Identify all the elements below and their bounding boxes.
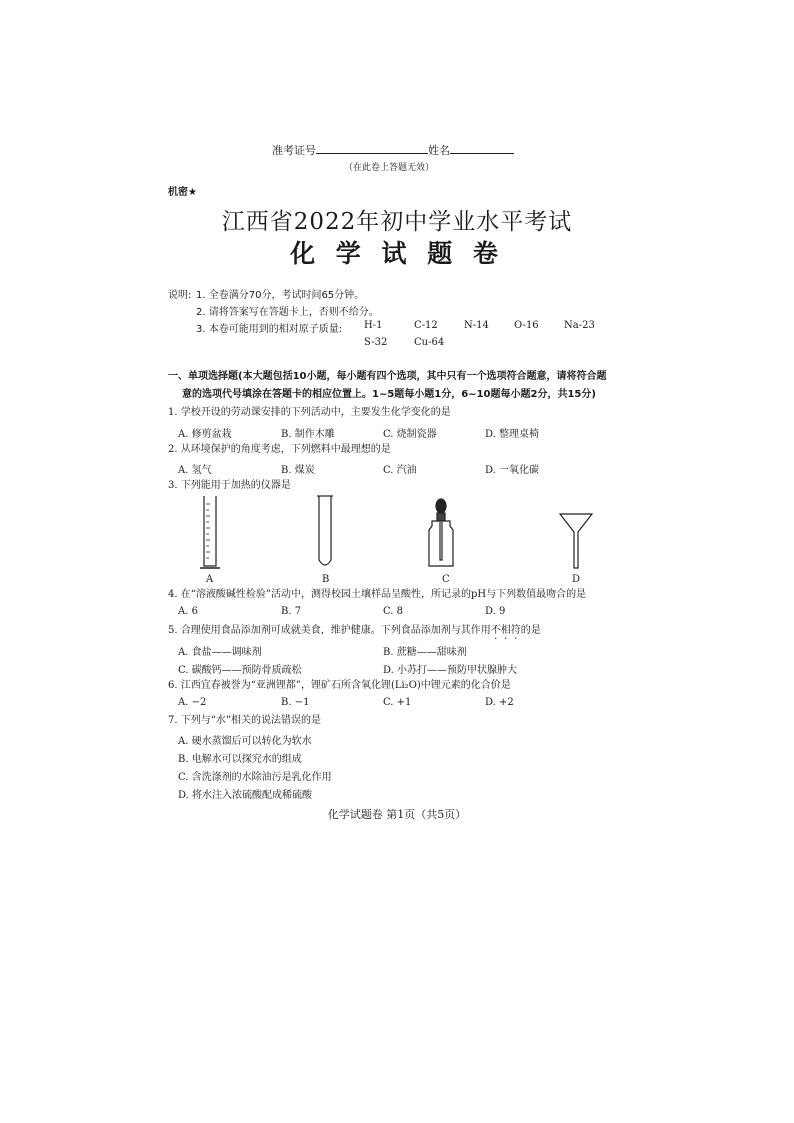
q5-option-b: B. 蔗糖——甜味剂 [383,647,467,658]
q3-option-a: A [206,574,214,585]
question-7-stem: 7. 下列与“水”相关的说法错误的是 [168,715,321,726]
question-5-stem [168,624,541,642]
apparatus-figures [196,494,616,572]
q5-emphasis: 不相符 [490,625,521,636]
q2-option-b: B. 煤炭 [281,465,315,476]
q1-option-c: C. 烧制瓷器 [383,429,437,440]
q6-option-a: A. −2 [178,697,207,708]
mass-h: H-1 [364,320,383,331]
exam-id-field [272,142,514,158]
mass-c: C-12 [414,320,438,331]
exam-id-blank [316,143,428,154]
question-6-stem: 6. 江西宜春被誉为“亚洲锂都”，锂矿石所含氧化锂(Li₂O)中锂元素的化合价是 [168,680,511,691]
mass-na: Na-23 [564,320,595,331]
name-blank [450,143,514,154]
q2-option-d: D. 一氧化碳 [485,465,540,476]
q5-option-d: D. 小苏打——预防甲状腺肿大 [383,665,518,676]
q6-option-b: B. −1 [281,697,310,708]
q3-option-d: D [572,574,581,585]
invalid-note: （在此卷上答题无效） [344,163,435,173]
q4-option-a: A. 6 [178,606,198,617]
test-tube-icon [317,496,333,565]
q6-option-d: D. +2 [485,697,514,708]
q7-option-b: B. 电解水可以探究水的组成 [178,754,302,765]
q1-option-d: D. 整理桌椅 [485,429,540,440]
q2-option-a: A. 氢气 [178,465,212,476]
q7-option-c: C. 含洗涤剂的水除油污是乳化作用 [178,772,332,783]
question-4-stem: 4. 在“溶液酸碱性检验”活动中，测得校园土壤样品呈酸性，所记录的pH与下列数值最吻合的是 [168,589,587,600]
funnel-icon [560,514,592,568]
q7-option-d: D. 将水注入浓硫酸配成稀硫酸 [178,790,313,801]
q5-option-c: C. 碳酸钙——预防骨质疏松 [178,665,302,676]
q4-option-d: D. 9 [485,606,506,617]
q1-option-a: A. 修剪盆栽 [178,429,232,440]
question-3-stem: 3. 下列能用于加热的仪器是 [168,480,291,491]
instruction-2: 2. 请将答案写在答题卡上，否则不给分。 [196,307,379,318]
q4-option-c: C. 8 [383,606,404,617]
q7-option-a: A. 硬水蒸馏后可以转化为软水 [178,736,312,747]
question-2-stem: 2. 从环境保护的角度考虑，下列燃料中最理想的是 [168,444,391,455]
q5-stem-a: 5. 合理使用食品添加剂可成就美食，维护健康。下列食品添加剂与其作用 [168,625,491,636]
mass-n: N-14 [464,320,489,331]
mass-cu: Cu-64 [414,337,445,348]
exam-title: 江西省2022年初中学业水平考试 [221,209,573,235]
q3-option-c: C [442,574,450,585]
mass-o: O-16 [514,320,539,331]
instruction-1: 1. 全卷满分70分，考试时间65分钟。 [196,290,365,301]
instruction-3: 3. 本卷可能用到的相对原子质量: [196,324,343,335]
q5-stem-c: 的是 [520,625,541,636]
q1-option-b: B. 制作木雕 [281,429,335,440]
q3-option-b: B [322,574,330,585]
paper-title: 化 学 试 题 卷 [290,239,504,268]
exam-id-label: 准考证号 [272,144,316,157]
mass-s: S-32 [364,337,388,348]
q4-option-b: B. 7 [281,606,302,617]
secret-label: 机密★ [168,187,197,198]
q5-option-a: A. 食盐——调味剂 [178,647,262,658]
name-label: 姓名 [428,144,450,157]
q2-option-c: C. 汽油 [383,465,417,476]
graduated-cylinder-icon [200,496,220,568]
section-heading-line1: 一、单项选择题(本大题包括10小题，每小题有四个选项，其中只有一个选项符合题意，请将符合题 [168,371,607,382]
question-1-stem: 1. 学校开设的劳动课安排的下列活动中，主要发生化学变化的是 [168,407,451,418]
page-footer: 化学试题卷 第1页（共5页） [327,808,467,821]
instructions-label: 说明: [168,290,192,301]
dropper-bottle-icon [429,499,453,566]
q6-option-c: C. +1 [383,697,412,708]
section-heading-line2: 意的选项代号填涂在答题卡的相应位置上。1~5题每小题1分，6~10题每小题2分，共15分) [182,389,596,400]
